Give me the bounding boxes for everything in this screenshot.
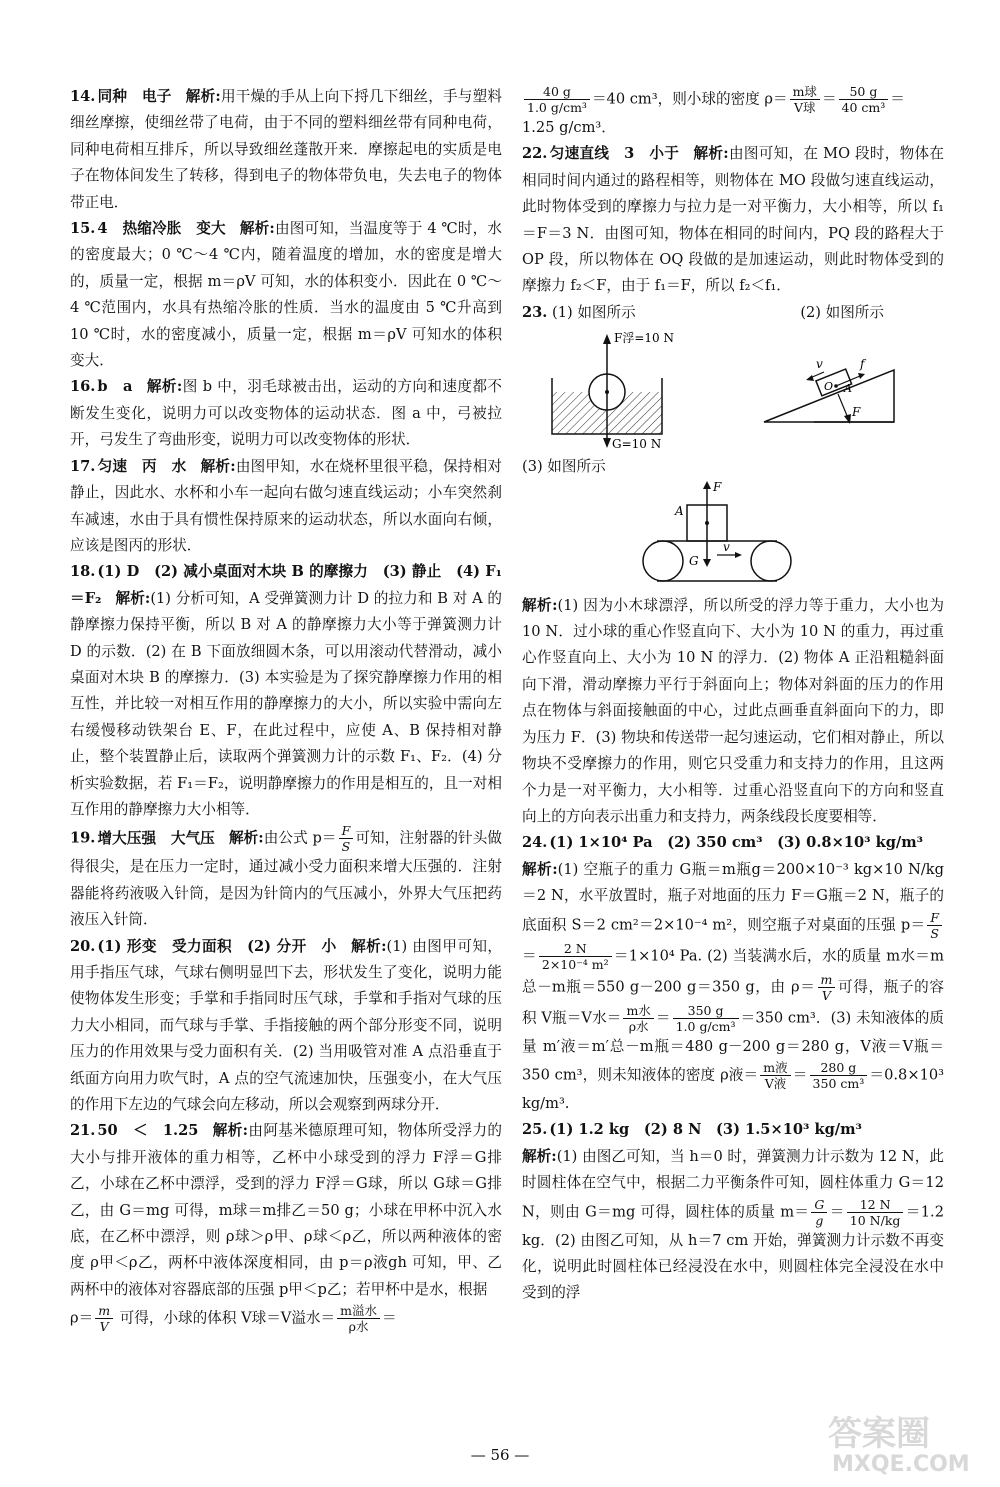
page-number: — 56 — [470, 1446, 530, 1464]
fraction: $\frac{50 g}{\text{40 cm³}}$ [839, 84, 889, 115]
figure-floating-ball [542, 330, 702, 450]
buoyancy-label: F浮=10 N [614, 331, 674, 346]
svg-text:O: O [824, 380, 834, 394]
question-24: 24. (1) 1×10⁴ Pa (2) 350 cm³ (3) 0.8×10³ kg/m³ 解析:(1) 空瓶子的重力 G瓶＝m瓶g＝200×10⁻³ kg×10 N/kg＝2 N，水平放置时，瓶子对地面的压力 F＝G瓶＝2 N，瓶子的底面积 S＝2 cm²＝2×10⁻⁴ m²，则空瓶子对桌面的压强 p＝ $\frac{F}{S}$ ＝ $\frac{2 N}{\text{2×10⁻⁴ m²}}$ ＝1×10⁴ Pa. (2) 当装满水后，水的质量 m水＝m总－m瓶＝550 g－200 g＝350 g，由 ρ＝ $\frac{m}{V}$ 可得，瓶子的容积 V瓶＝V水＝ $\frac{\text{m水}}{\text{ρ水}}$ ＝ $\frac{350 g}{\text{1.0 g/cm³}}$ ＝350 cm³．(3) 未知液体的质量 m′液＝m′总－m瓶＝480 g－200 g＝280 g，V液＝V瓶＝350 cm³，则未知液体的密度 ρ液＝ $\frac{\text{m液}}{\text{V液}}$ ＝ $\frac{280 g}{\text{350 cm³}}$ ＝0.8×10³ kg/m³. [522, 834, 945, 1112]
svg-text:f: f [860, 357, 865, 372]
svg-text:v: v [723, 539, 730, 554]
svg-text:F: F [852, 405, 861, 420]
question-25: 25. (1) 1.2 kg (2) 8 N (3) 1.5×10³ kg/m³ 解析:(1) 由图乙可知，当 h＝0 时，弹簧测力计示数为 12 N，此时圆柱体在空气中，根据二力平衡条件可知，圆柱体重力 G＝12 N，则由 G＝mg 可得，圆柱体的质量 m＝ $\frac{G}{g}$ ＝ $\frac{12 N}{10 N/kg}$ ＝1.2 kg．(2) 由图乙可知，从 h＝7 cm 开始，弹簧测力计示数不再变化，说明此时圆柱体已经浸没在水中，则圆柱体完全浸没在水中受到的浮 [522, 1121, 944, 1302]
question-19: 19. 增大压强 大气压 解析:由公式 p＝ $\frac{F}{S}$ 可知，注射器的针头做得很尖，是在压力一定时，通过减小受力面积来增大压强的．注射器能将药液吸入针筒，是因为针筒内的气压减小，外界大气压把药液压入针筒． [70, 823, 502, 929]
question-22: 22. 匀速直线 3 小于 解析:由图可知，在 MO 段时，物体在相同时间内通过的路程相等，则物体在 MO 段做匀速直线运动，此时物体受到的摩擦力与拉力是一对平衡力，大小相等，所以 f₁＝F＝3 N．由图可知，物体在相同的时间内，PQ 段的路程大于 OP 段，所以物体在 OQ 段做的是加速运动，则此时物体受到的摩擦力 f₂＜F，由于 f₁＝F，所以 f₂＜f₁． [522, 145, 945, 295]
fraction: $\frac{\text{m溢水}}{\text{ρ水}}$ [337, 1303, 380, 1334]
pressure-arrow [838, 394, 848, 418]
left-column [70, 84, 502, 1334]
watermark-logo [820, 1405, 990, 1477]
left-roller [643, 541, 683, 581]
svg-text:MXQE.COM: MXQE.COM [832, 1452, 970, 1477]
question-16: 16. b a 解析:图 b 中，羽毛球被击出，运动的方向和速度都不断发生变化，说明力可以改变物体的运动状态．图 a 中，弓被拉开，弓发生了弯曲形变，说明力可以改变物体的形状． [70, 378, 502, 449]
question-15: 15. 4 热缩冷胀 变大 解析:由图可知，当温度等于 4 ℃时，水的密度最大；0 ℃～4 ℃内，随着温度的增加，水的密度是增大的，质量一定，根据 m＝ρV 可知，水的体积变小．因此在 0 ℃～4 ℃范围内，水具有热缩冷胀的性质．当水的温度由 5 ℃升高到 10 ℃时，水的密度减小，质量一定，根据 m＝ρV 可知水的体积变大． [70, 220, 503, 370]
right-roller [751, 541, 791, 581]
question-20: 20. (1) 形变 受力面积 (2) 分开 小 解析:(1) 由图甲可知，用手指压气球，气球右侧明显凹下去，形状发生了变化，说明力能使物体发生形变；手掌和手指同时压气球，手掌和手指对气球的压力大小相同，而气球与手掌、手指接触的两个部分形变不同，说明压力的作用效果与受力面积有关．(2) 当用吸管对准 A 点沿垂直于纸面方向用力吹气时，A 点的空气流速加快，压强变小，在大气压的作用下左边的气球会向左移动，所以会观察到两球分开． [70, 937, 502, 1114]
question-21-continued: $\frac{40 g}{\text{1.0 g/cm³}}$ ＝40 cm³，则小球的密度 ρ＝ $\frac{\text{m球}}{\text{V球}}$ ＝ $\frac{50 g}{\text{40 cm³}}$ ＝ 1.25 g/cm³． [522, 84, 905, 136]
question-23: 23. (1) 如图所示 (2) 如图所示 F浮=10 N G=10 N v f O A F (3) 如图所示 F A G v 解析:(1) 因为小木球漂浮，所以所受的浮力等于重力，大小也为 10 N．过小球的重心作竖直向下、大小为 10 N 的重力，再过重心作竖直向上、大小为 10 N 的浮力．(2) 物体 A 正沿粗糙斜面向下滑，滑动摩擦力平行于斜面向上；物体对斜面的压力的作用点在物体与斜面接触面的中心，过此点画垂直斜面向下的力，即为压力 F．(3) 物块和传送带一起匀速运动，它们相对静止，所以物块不受摩擦力的作用，则它只受重力和支持力的作用，且这两个力是一对平衡力，大小相等．过重心沿竖直向下的方向和竖直向上的方向表示出重力和支持力，两条线段长度要相等． [522, 303, 944, 825]
figure-incline [754, 330, 914, 450]
question-18: 18. (1) D (2) 减小桌面对木块 B 的摩擦力 (3) 静止 (4) F₁＝F₂ 解析:(1) 分析可知，A 受弹簧测力计 D 的拉力和 B 对 A 的静摩擦力保持平衡，所以 B 对 A 的静摩擦力大小等于弹簧测力计 D 的示数．(2) 在 B 下面放细圆木条，可以用滚动代替滑动，减小桌面对木块 B 的摩擦力．(3) 本实验是为了探究静摩擦力作用的相互性，并比较一对相互作用的静摩擦力的大小，所以实验中需向左右缓慢移动铁架台 E、F，在此过程中，应使 A、B 保持相对静止，整个装置静止后，读取两个弹簧测力计的示数 F₁、F₂．(4) 分析实验数据，若 F₁＝F₂，说明静摩擦力的作用是相互的，且一对相互作用的静摩擦力大小相等． [70, 563, 503, 818]
question-21: 21. 50 ＜ 1.25 解析:由阿基米德原理可知，物体所受浮力的大小与排开液体的重力相等，乙杯中小球受到的浮力 F浮＝G排乙，小球在乙杯中漂浮，受到的浮力 F浮＝G球，所以 G球＝G排乙，由 G＝mg 可得，m球＝m排乙＝50 g；小球在甲杯中沉入水底，在乙杯中漂浮，则 ρ球＞ρ甲、ρ球＜ρ乙，所以两种液体的密度 ρ甲＜ρ乙，两杯中液体深度相同，由 p＝ρ液gh 可知，甲、乙两杯中的液体对容器底部的压强 p甲＜p乙；若甲杯中是水，根据 ρ＝ $\frac{m}{V}$ 可得，小球的体积 V球＝V溢水＝ $\frac{\text{m溢水}}{\text{ρ水}}$ ＝ [70, 1122, 502, 1335]
gravity-label: G=10 N [612, 437, 662, 451]
fraction: $\frac{\text{m球}}{\text{V球}}$ [790, 84, 820, 115]
question-17: 17. 匀速 丙 水 解析:由图甲知，水在烧杯里很平稳，保持相对静止，因此水、水杯和小车一起向右做匀速直线运动；小车突然刹车减速，水由于具有惯性保持原来的运动状态，所以水面向右倾，应该是图丙的形状． [70, 457, 502, 554]
fraction: $\frac{40 g}{\text{1.0 g/cm³}}$ [524, 84, 590, 115]
svg-text:G: G [689, 553, 699, 568]
svg-text:A: A [844, 382, 852, 396]
svg-text:v: v [816, 357, 823, 372]
question-14: 14. 同种 电子 解析:用干燥的手从上向下捋几下细丝，手与塑料细丝摩擦，使细丝带了电荷，由于不同的塑料细丝带有同种电荷，同种电荷相互排斥，所以导致细丝蓬散开来．摩擦起电的实质是电子在物体间发生了转移，得到电子的物体带负电，失去电子的物体带正电． [70, 88, 502, 211]
fraction: $\frac{F}{S}$ [339, 823, 354, 854]
fraction: $\frac{m}{V}$ [95, 1303, 113, 1334]
svg-text:F: F [713, 480, 722, 494]
svg-text:答案圈: 答案圈 [828, 1414, 930, 1454]
figure-conveyor [637, 481, 797, 593]
svg-text:A: A [675, 503, 684, 518]
right-column [522, 84, 944, 1307]
